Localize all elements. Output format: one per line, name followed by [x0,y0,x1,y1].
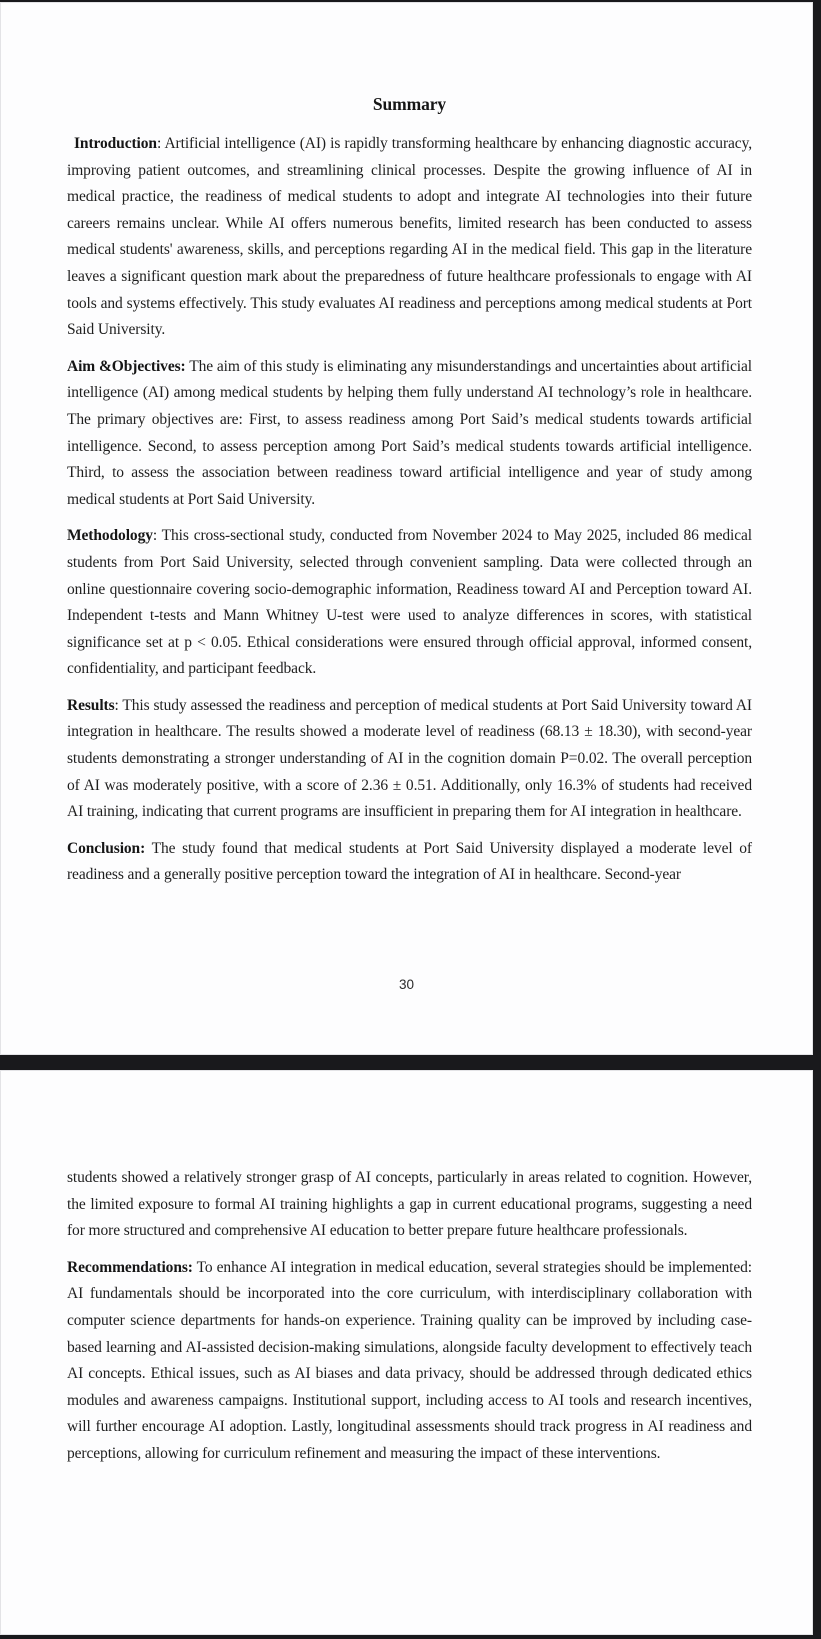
methodology-label: Methodology [67,527,153,545]
aim-objectives-paragraph [67,354,752,514]
page-number: 30 [398,977,415,992]
recommendations-text: To enhance AI integration in medical education, several strategies should be implemented: AI fundamentals should be incorporated into the core curriculum, with interdisciplinary collaboration with computer science departments for hands-on experience. Training quality can be improved by including case-based learning and AI-assisted decision-making simulations, alongside faculty development to effectively teach AI concepts. Ethical issues, such as AI biases and data privacy, should be addressed through dedicated ethics modules and awareness campaigns. Institutional support, including access to AI tools and research incentives, will further encourage AI adoption. Lastly, longitudinal assessments should track progress in AI readiness and perceptions, allowing for curriculum refinement and measuring the impact of these interventions. [67,1258,752,1462]
results-paragraph [67,693,752,826]
aim-objectives-label: Aim &Objectives: [67,357,186,375]
recommendations-paragraph [67,1255,752,1468]
introduction-label: Introduction [74,135,157,152]
conclusion-label: Conclusion: [67,839,146,857]
introduction-paragraph [67,131,752,344]
conclusion-text: The study found that medical students at Port Said University displayed a moderate level of readiness and a generally positive perception toward the integration of AI in healthcare. Second-year [67,839,752,884]
page-30 [0,2,813,1055]
results-text: : This study assessed the readiness and perception of medical students at Port Said University toward AI integration in healthcare. The results showed a moderate level of readiness (68.13 ± 18.30), with second-year students demonstrating a stronger understanding of AI in the cognition domain P=0.02. The overall perception of AI was moderately positive, with a score of 2.36 ± 0.51. Additionally, only 16.3% of students had received AI training, indicating that current programs are insufficient in preparing them for AI integration in healthcare. [67,696,752,821]
methodology-text: : This cross-sectional study, conducted from November 2024 to May 2025, included 86 medical students from Port Said University, selected through convenient sampling. Data were collected through an online questionnaire covering socio-demographic information, Readiness toward AI and Perception toward AI. Independent t-tests and Mann Whitney U-test were used to analyze differences in scores, with statistical significance set at p < 0.05. Ethical considerations were ensured through official approval, informed consent, confidentiality, and participant feedback. [67,527,752,678]
conclusion-continuation-text: students showed a relatively stronger grasp of AI concepts, particularly in areas related to cognition. However, the limited exposure to formal AI training highlights a gap in current educational programs, suggesting a need for more structured and comprehensive AI education to better prepare future healthcare professionals. [67,1169,752,1240]
aim-objectives-text: The aim of this study is eliminating any misunderstandings and uncertainties about artificial intelligence (AI) among medical students by helping them fully understand AI technology’s role in healthcare. The primary objectives are: First, to assess readiness among Port Said’s medical students towards artificial intelligence. Second, to assess perception among Port Said’s medical students towards artificial intelligence. Third, to assess the association between readiness toward artificial intelligence and year of study among medical students at Port Said University. [67,357,752,508]
introduction-text: : Artificial intelligence (AI) is rapidly transforming healthcare by enhancing diagnostic accuracy, improving patient outcomes, and streamlining clinical processes. Despite the growing influence of AI in medical practice, the readiness of medical students to adopt and integrate AI technologies into their future careers remains unclear. While AI offers numerous benefits, limited research has been conducted to assess medical students' awareness, skills, and perceptions regarding AI in the medical field. This gap in the literature leaves a significant question mark about the preparedness of future healthcare professionals to engage with AI tools and systems effectively. This study evaluates AI readiness and perceptions among medical students at Port Said University. [67,135,752,339]
results-label: Results [67,696,115,714]
summary-title: Summary [372,94,447,114]
methodology-paragraph [67,523,752,683]
page-31 [0,1070,813,1635]
recommendations-label: Recommendations: [67,1258,193,1276]
conclusion-continuation-paragraph [67,1165,752,1245]
conclusion-paragraph [67,836,752,889]
page-30-content [1,3,812,889]
page-31-content [1,1071,812,1468]
